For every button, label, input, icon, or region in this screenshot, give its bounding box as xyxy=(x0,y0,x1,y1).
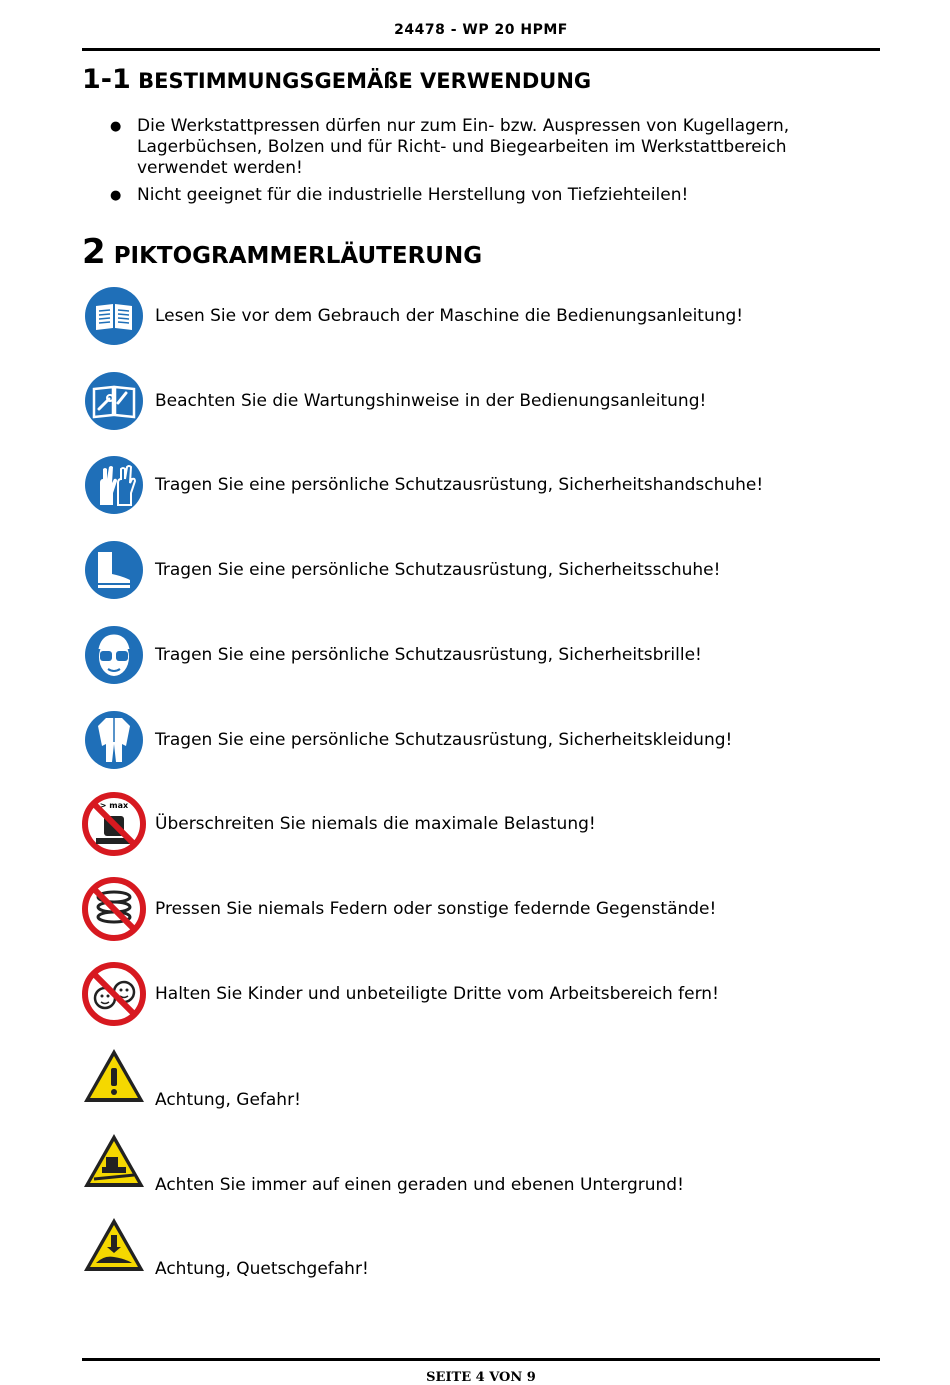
pictogram-row xyxy=(82,623,882,687)
pictogram-text: Tragen Sie eine persönliche Schutzausrüstung, Sicherheitsschuhe! xyxy=(155,560,721,580)
pictogram-row xyxy=(82,1131,882,1195)
pictogram-text: Lesen Sie vor dem Gebrauch der Maschine die Bedienungsanleitung! xyxy=(155,306,744,326)
protective-clothing-icon xyxy=(82,708,146,772)
pictogram-row xyxy=(82,1215,882,1279)
list-item: ● Die Werkstattpressen dürfen nur zum Ein- bzw. Auspressen von Kugellagern, Lagerbüchsen, Bolzen und für Richt- und Biegearbeiten im Werkstattbereich verwendet werden! xyxy=(110,116,840,179)
pictogram-text: Beachten Sie die Wartungshinweise in der Bedienungsanleitung! xyxy=(155,391,707,411)
pictogram-text: Überschreiten Sie niemals die maximale Belastung! xyxy=(155,814,596,834)
pictogram-text: Pressen Sie niemals Federn oder sonstige federnde Gegenstände! xyxy=(155,899,717,919)
page-number: SEITE 4 VON 9 xyxy=(426,1370,536,1385)
general-warning-icon xyxy=(82,1046,146,1110)
pictogram-row xyxy=(82,962,882,1026)
pictogram-text: Halten Sie Kinder und unbeteiligte Dritte vom Arbeitsbereich fern! xyxy=(155,984,719,1004)
section-heading-2 xyxy=(82,232,482,272)
pictogram-text: Tragen Sie eine persönliche Schutzausrüstung, Sicherheitskleidung! xyxy=(155,730,733,750)
pictogram-row xyxy=(82,1046,882,1110)
section-heading-1 xyxy=(82,64,591,95)
pictogram-row xyxy=(82,708,882,772)
maintenance-manual-icon xyxy=(82,369,146,433)
section-title: PIKTOGRAMMERLÄUTERUNG xyxy=(113,243,483,269)
safety-gloves-icon xyxy=(82,453,146,517)
max-label: > max xyxy=(99,801,129,810)
pictogram-row xyxy=(82,538,882,602)
pictogram-text: Achtung, Quetschgefahr! xyxy=(155,1259,369,1279)
no-overload-icon xyxy=(82,792,146,856)
pictogram-text: Tragen Sie eine persönliche Schutzausrüstung, Sicherheitsbrille! xyxy=(155,645,702,665)
pictogram-text: Achtung, Gefahr! xyxy=(155,1090,301,1110)
page-footer xyxy=(82,1370,880,1385)
safety-goggles-icon xyxy=(82,623,146,687)
crush-hazard-icon xyxy=(82,1215,146,1279)
footer-divider xyxy=(82,1358,880,1361)
level-ground-warning-icon xyxy=(82,1131,146,1195)
section-number: 2 xyxy=(82,232,106,272)
page-header xyxy=(82,22,880,51)
read-manual-icon xyxy=(82,284,146,348)
pictogram-row xyxy=(82,369,882,433)
pictogram-row xyxy=(82,877,882,941)
no-springs-icon xyxy=(82,877,146,941)
pictogram-text: Tragen Sie eine persönliche Schutzausrüstung, Sicherheitshandschuhe! xyxy=(155,475,764,495)
section-title: BESTIMMUNGSGEMÄßE VERWENDUNG xyxy=(138,69,592,93)
usage-list xyxy=(110,116,840,212)
pictogram-text: Achten Sie immer auf einen geraden und ebenen Untergrund! xyxy=(155,1175,684,1195)
safety-shoes-icon xyxy=(82,538,146,602)
pictogram-row xyxy=(82,453,882,517)
no-children-icon xyxy=(82,962,146,1026)
pictogram-row xyxy=(82,284,882,348)
list-item: ● Nicht geeignet für die industrielle Herstellung von Tiefziehteilen! xyxy=(110,185,840,206)
section-number: 1-1 xyxy=(82,64,131,95)
document-title: 24478 - WP 20 HPMF xyxy=(394,22,568,38)
pictogram-row xyxy=(82,792,882,856)
